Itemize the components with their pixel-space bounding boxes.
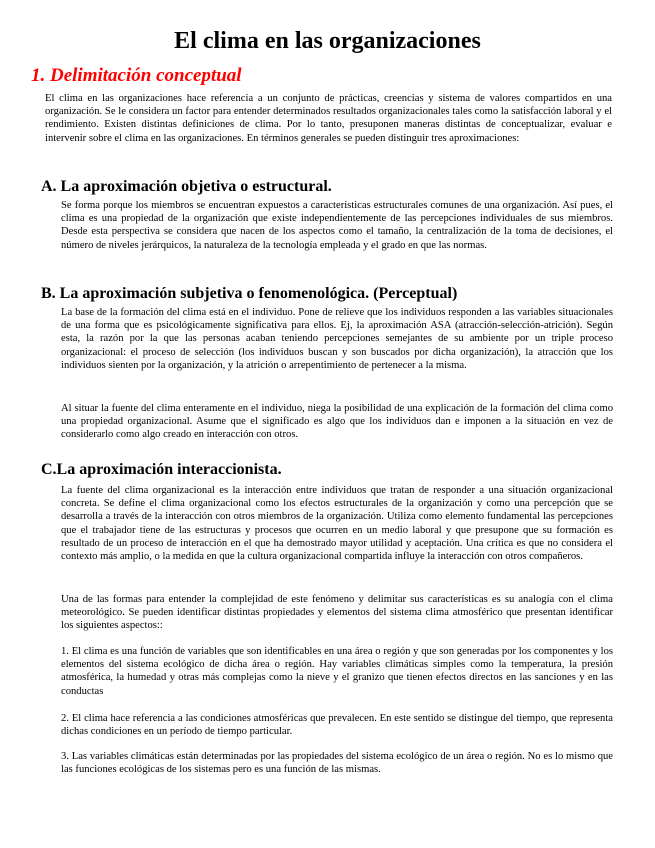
numbered-paragraph: 2. El clima hace referencia a las condiciones atmosféricas que prevalecen. En este sentido se distingue del tiempo, que representa dichas condiciones en un período de tiempo particular. — [61, 713, 613, 738]
numbered-paragraph: 1. El clima es una función de variables que son identificables en una área o región y que son generadas por los componentes y los elementos del sistema ecológico de dicha área o región. Hay variables climáticas simples como la temperatura, la presión atmosférica, la humedad y otras más complejas como la nieve y el granizo que tienen efectos directos en las sanciones y en las conductas — [61, 646, 613, 697]
numbered-paragraph: 3. Las variables climáticas están determinadas por las propiedades del sistema ecológico de un área o región. No es lo mismo que las funciones ecológicas de los sistemas pero es una función de las mismas. — [61, 751, 613, 776]
intro-paragraph: El clima en las organizaciones hace referencia a un conjunto de prácticas, creencias y sistema de valores compartidos en una organización. Se le considera un factor para entender determinados resultados organizacionales tales como la satisfacción laboral y el rendimiento. Existen distintas definiciones de clima. Por lo tanto, presuponen maneras distintas de conceptualizar, evaluar e intervenir sobre el clima en las organizaciones. En términos generales se pueden distinguir tres aproximaciones: — [45, 93, 612, 144]
paragraph: Una de las formas para entender la complejidad de este fenómeno y delimitar sus características es su analogía con el clima meteorológico. Se pueden identificar distintas propiedades y elementos del sistema clima atmosférico que presentan identificar los siguientes aspectos:: — [61, 594, 613, 632]
paragraph: Se forma porque los miembros se encuentran expuestos a características estructurales comunes de una organización. Así pues, el clima es una propiedad de la organización que existe independientemente de las percepciones individuales de sus miembros. Desde esta perspectiva se considera que nacen de los aspectos como el tamaño, la centralización de la toma de decisiones, el número de niveles jerárquicos, la naturaleza de la tecnología empleada y el grado en que las normas. — [61, 200, 613, 251]
subsection-heading-subjective: B. La aproximación subjetiva o fenomenológica. (Perceptual) — [41, 285, 458, 302]
document-title: El clima en las organizaciones — [174, 28, 481, 54]
section-heading: 1. Delimitación conceptual — [31, 65, 242, 86]
subsection-heading-objective: A. La aproximación objetiva o estructural. — [41, 178, 332, 195]
paragraph: La base de la formación del clima está en el individuo. Pone de relieve que los individuos responden a las variables situacionales de una forma que es psicológicamente significativa para ellos. Ej, la aproximación ASA (atracción-selección-atrición). Según esta, la razón por la que las personas acaban teniendo percepciones semejantes de su ambiente por un triple proceso organizacional: el proceso de selección (los individuos buscan y son buscados por dicha organización), la atracción que los individuos sienten por la organización, y la atrición o arrepentimiento de pertenecer a la misma. — [61, 307, 613, 371]
subsection-heading-interactionist: C.La aproximación interaccionista. — [41, 461, 282, 478]
paragraph: Al situar la fuente del clima enteramente en el individuo, niega la posibilidad de una explicación de la formación del clima como una propiedad organizacional. Asume que el significado es algo que los individuos dan e imponen a la situación en vez de considerarlo como algo creado en interacción con otros. — [61, 403, 613, 441]
paragraph: La fuente del clima organizacional es la interacción entre individuos que tratan de responder a una situación organizacional concreta. Se define el clima organizacional como los efectos estructurales de la organización y como una percepción que se desarrolla a través de la interacción con otros miembros de la organización. Utiliza como elemento fundamental las percepciones que el trabajador tiene de las estructuras y procesos que ocurren en un medio laboral y que presupone que su formación es resultado de un proceso de interacción en el que ha demostrado mayor utilidad y aceptación. Una crítica es que no considera el contexto más amplio, o la medida en que la cultura organizacional compartida influye la interacción con otros compañeros. — [61, 485, 613, 563]
